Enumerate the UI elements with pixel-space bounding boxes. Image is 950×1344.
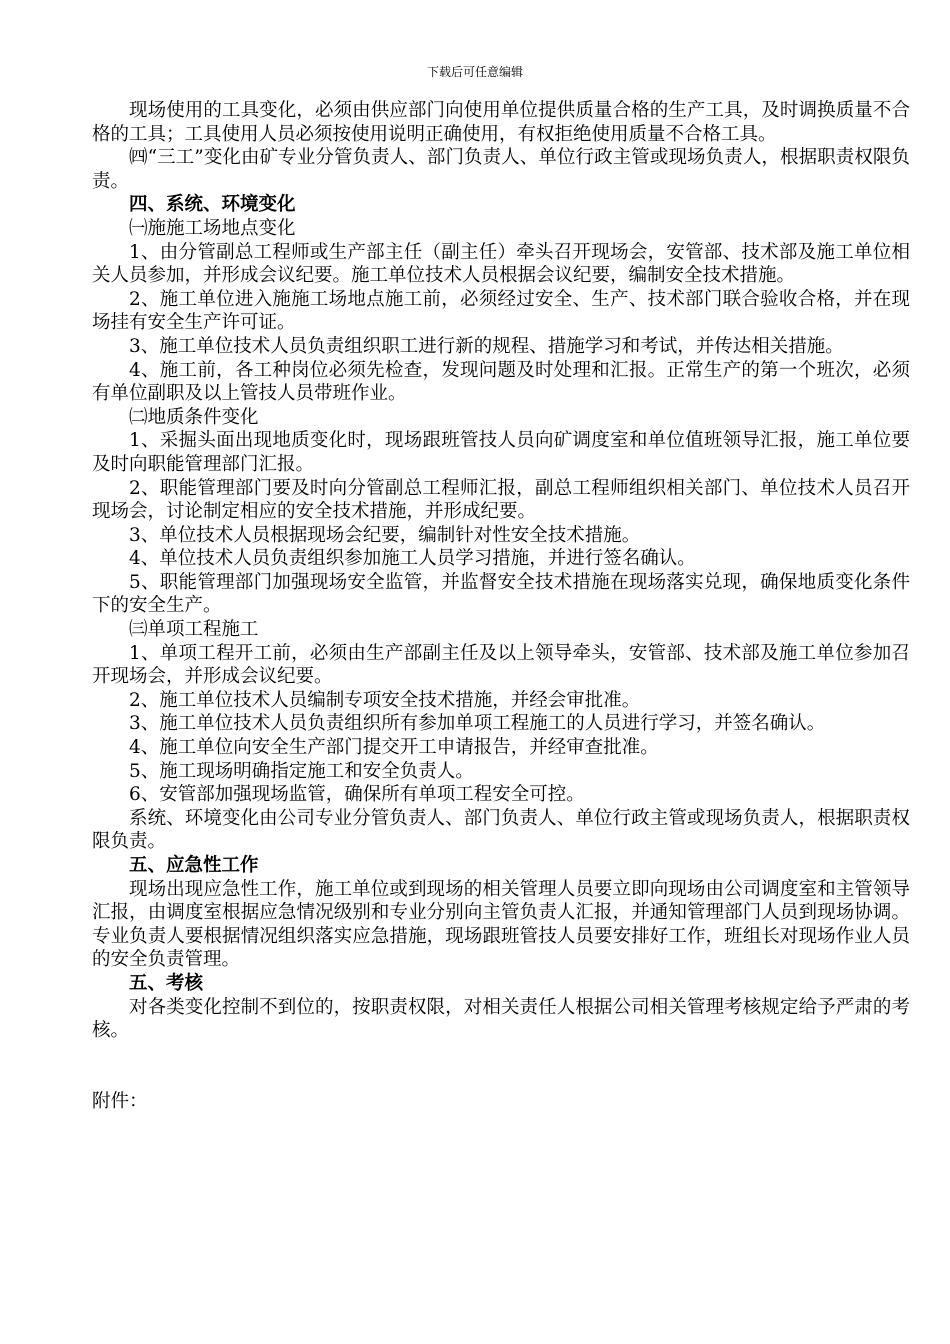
section-heading: 五、应急性工作 — [129, 855, 259, 876]
paragraph: 系统、环境变化由公司专业分管负责人、部门负责人、单位行政主管或现场负责人，根据职责权限负责。 — [92, 807, 910, 853]
paragraph: 3、单位技术人员根据现场会纪要，编制针对性安全技术措施。 — [129, 524, 641, 546]
paragraph: 现场出现应急性工作，施工单位或到现场的相关管理人员要立即向现场由公司调度室和主管领导汇报，由调度室根据应急情况级别和专业分别向主管负责人汇报，并通知管理部门人员到现场协调。专业负责人要根据情况组织落实应急措施，现场跟班管技人员要安排好工作，班组长对现场作业人员的安全负责管理。 — [92, 878, 910, 971]
paragraph: 3、施工单位技术人员负责组织所有参加单项工程施工的人员进行学习，并签名确认。 — [129, 713, 826, 735]
paragraph: 5、职能管理部门加强现场安全监管，并监督安全技术措施在现场落实兑现，确保地质变化条件下的安全生产。 — [92, 571, 910, 617]
paragraph: 1、单项工程开工前，必须由生产部副主任及以上领导牵头，安管部、技术部及施工单位参加召开现场会，并形成会议纪要。 — [92, 642, 910, 688]
section-heading: 五、考核 — [129, 972, 204, 994]
paragraph: 6、安管部加强现场监管，确保所有单项工程安全可控。 — [129, 784, 585, 806]
attachment-label: 附件： — [92, 1090, 148, 1112]
paragraph: 1、采掘头面出现地质变化时，现场跟班管技人员向矿调度室和单位值班领导汇报，施工单位要及时向职能管理部门汇报。 — [92, 430, 910, 475]
subsection-heading: ㈢单项工程施工 — [129, 619, 259, 641]
subsection-heading: ㈡地质条件变化 — [129, 406, 259, 428]
paragraph: 4、施工前，各工种岗位必须先检查，发现问题及时处理和汇报。正常生产的第一个班次，必须有单位副职及以上管技人员带班作业。 — [92, 359, 910, 405]
page-header: 下载后可任意编辑 — [426, 65, 523, 79]
paragraph: 4、单位技术人员负责组织参加施工人员学习措施，并进行签名确认。 — [129, 548, 696, 570]
paragraph: 2、施工单位技术人员编制专项安全技术措施，并经会审批准。 — [129, 689, 641, 711]
document-body — [92, 99, 910, 1113]
paragraph: ㈣“三工”变化由矿专业分管负责人、部门负责人、单位行政主管或现场负责人，根据职责权限负责。 — [92, 147, 910, 192]
paragraph: 3、施工单位技术人员负责组织职工进行新的规程、措施学习和考试，并传达相关措施。 — [129, 335, 844, 357]
section-heading: 四、系统、环境变化 — [129, 194, 296, 216]
subsection-heading: ㈠施施工场地点变化 — [129, 217, 296, 239]
paragraph: 现场使用的工具变化，必须由供应部门向使用单位提供质量合格的生产工具，及时调换质量不合格的工具；工具使用人员必须按使用说明正确使用，有权拒绝使用质量不合格工具。 — [92, 100, 910, 145]
paragraph: 对各类变化控制不到位的，按职责权限，对相关责任人根据公司相关管理考核规定给予严肃的考核。 — [92, 996, 910, 1042]
paragraph: 2、职能管理部门要及时向分管副总工程师汇报，副总工程师组织相关部门、单位技术人员召开现场会，讨论制定相应的安全技术措施，并形成纪要。 — [92, 477, 910, 523]
paragraph: 2、施工单位进入施施工场地点施工前，必须经过安全、生产、技术部门联合验收合格，并在现场挂有安全生产许可证。 — [92, 288, 910, 334]
paragraph: 1、由分管副总工程师或生产部主任（副主任）牵头召开现场会，安管部、技术部及施工单位相关人员参加，并形成会议纪要。施工单位技术人员根据会议纪要，编制安全技术措施。 — [92, 241, 910, 287]
paragraph: 5、施工现场明确指定施工和安全负责人。 — [129, 760, 474, 782]
paragraph: 4、施工单位向安全生产部门提交开工申请报告，并经审查批准。 — [129, 737, 659, 759]
